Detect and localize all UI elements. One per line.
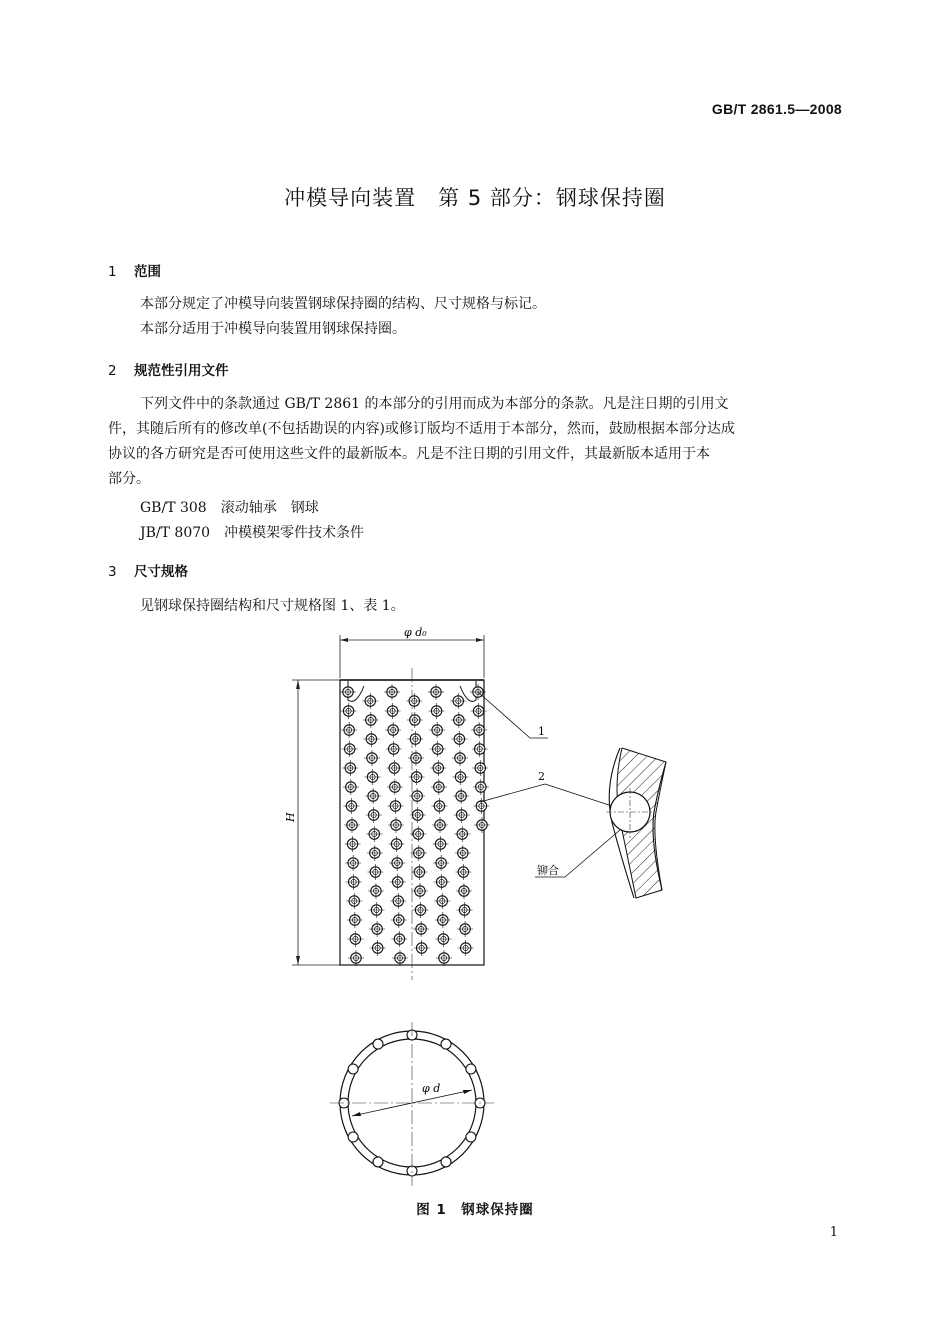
label-rivet: 铆合: [537, 864, 559, 877]
h-arrow-bottom: [296, 956, 300, 965]
ring-ball: [348, 1064, 358, 1074]
section-3-number: 3: [108, 564, 117, 580]
h-arrow-top: [296, 680, 300, 689]
section-2-line-4: 部分。: [108, 471, 150, 487]
ring-diameter-arrow-right: [463, 1090, 472, 1094]
d0-arrow-left: [340, 638, 348, 642]
section-1-para-1: 本部分规定了冲模导向装置钢球保持圈的结构、尺寸规格与标记。: [140, 296, 546, 312]
section-2-title: 规范性引用文件: [134, 363, 229, 379]
label-phi-d: φ d: [422, 1082, 441, 1095]
section-1-heading: [108, 260, 161, 280]
figure-1-drawing: [270, 620, 700, 1190]
reference-jbt-8070: JB/T 8070 冲模模架零件技术条件: [140, 525, 365, 541]
page-number: 1: [829, 1225, 838, 1240]
ring-ball: [348, 1132, 358, 1142]
ring-ball: [373, 1039, 383, 1049]
ring-ball: [466, 1132, 476, 1142]
section-3-heading: [108, 560, 188, 580]
section-2-line-2: 件，其随后所有的修改单(不包括勘误的内容)或修订版均不适用于本部分，然而，鼓励根据本部分达成: [108, 421, 735, 437]
section-1-number: 1: [108, 264, 117, 280]
section-3-para-1: 见钢球保持圈结构和尺寸规格图 1、表 1。: [140, 598, 405, 614]
reference-gbt-308: GB/T 308 滚动轴承 钢球: [140, 500, 319, 516]
label-1: 1: [538, 725, 545, 738]
section-2-line-1: 下列文件中的条款通过 GB/T 2861 的本部分的引用而成为本部分的条款。凡是注日期的引用文: [140, 396, 729, 412]
leader-rivet: [565, 830, 620, 877]
label-phi-d0: φ d₀: [404, 626, 427, 639]
figure-caption: 图 1 钢球保持圈: [416, 1202, 534, 1218]
d0-arrow-right: [476, 638, 484, 642]
section-2-line-3: 协议的各方研究是否可使用这些文件的最新版本。凡是不注日期的引用文件，其最新版本适用于本: [108, 446, 710, 462]
leader-2: [480, 784, 545, 802]
section-1-para-2: 本部分适用于冲模导向装置用钢球保持圈。: [140, 321, 406, 337]
ring-ball: [441, 1157, 451, 1167]
leader-2-to-detail: [545, 784, 612, 806]
section-2-heading: [108, 359, 229, 379]
section-1-title: 范围: [134, 264, 161, 280]
steel-ball-pattern: [340, 684, 490, 966]
ring-diameter-arrow-left: [352, 1112, 361, 1116]
label-h: H: [284, 812, 297, 822]
label-2: 2: [538, 770, 545, 783]
ring-ball: [466, 1064, 476, 1074]
standard-code: GB/T 2861.5—2008: [711, 101, 842, 117]
ring-ball: [441, 1039, 451, 1049]
document-title: 冲模导向装置 第 5 部分：钢球保持圈: [284, 186, 666, 210]
ring-ball: [373, 1157, 383, 1167]
leader-1: [478, 692, 530, 738]
section-3-title: 尺寸规格: [134, 564, 188, 580]
section-2-number: 2: [108, 363, 117, 379]
